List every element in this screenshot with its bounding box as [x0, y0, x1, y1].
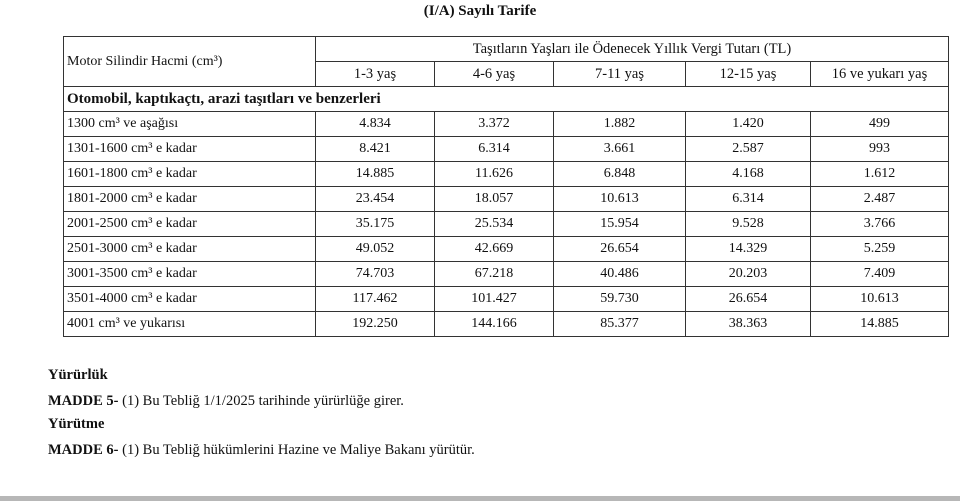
- yurutme-heading: Yürütme: [48, 416, 105, 432]
- tax-amount-cell: 25.534: [435, 212, 554, 237]
- tax-amount-cell: 4.834: [316, 112, 435, 137]
- madde-6-text: (1) Bu Tebliğ hükümlerini Hazine ve Maliye Bakanı yürütür.: [118, 442, 475, 458]
- table-row: [64, 187, 949, 212]
- tax-amount-cell: 7.409: [811, 262, 949, 287]
- tax-amount-cell: 14.885: [811, 312, 949, 337]
- table-row: [64, 137, 949, 162]
- madde-6: [48, 442, 475, 459]
- madde-6-label: MADDE 6-: [48, 442, 119, 458]
- age-column-header: 7-11 yaş: [554, 62, 686, 87]
- tax-amount-cell: 10.613: [811, 287, 949, 312]
- tax-amount-cell: 11.626: [435, 162, 554, 187]
- engine-volume-label: 4001 cm³ ve yukarısı: [64, 312, 316, 337]
- tax-amount-cell: 1.420: [686, 112, 811, 137]
- section-row: [64, 87, 949, 112]
- tax-amount-cell: 8.421: [316, 137, 435, 162]
- tax-amount-cell: 5.259: [811, 237, 949, 262]
- tax-amount-cell: 59.730: [554, 287, 686, 312]
- tax-amount-cell: 3.661: [554, 137, 686, 162]
- tax-amount-cell: 4.168: [686, 162, 811, 187]
- engine-volume-header: Motor Silindir Hacmi (cm³): [64, 37, 316, 87]
- tax-amount-cell: 144.166: [435, 312, 554, 337]
- tax-amount-cell: 6.314: [686, 187, 811, 212]
- tax-amount-cell: 38.363: [686, 312, 811, 337]
- tax-amount-cell: 23.454: [316, 187, 435, 212]
- table-body: [64, 112, 949, 337]
- page-title: (I/A) Sayılı Tarife: [423, 3, 537, 19]
- engine-volume-label: 3501-4000 cm³ e kadar: [64, 287, 316, 312]
- tax-amount-cell: 1.882: [554, 112, 686, 137]
- tax-amount-cell: 85.377: [554, 312, 686, 337]
- age-column-header: 4-6 yaş: [435, 62, 554, 87]
- engine-volume-label: 1801-2000 cm³ e kadar: [64, 187, 316, 212]
- yururluk-heading: Yürürlük: [48, 367, 108, 383]
- tax-amount-cell: 40.486: [554, 262, 686, 287]
- engine-volume-label: 2001-2500 cm³ e kadar: [64, 212, 316, 237]
- table-row: [64, 212, 949, 237]
- tax-amount-cell: 26.654: [554, 237, 686, 262]
- madde-5-label: MADDE 5-: [48, 393, 119, 409]
- age-column-header: 12-15 yaş: [686, 62, 811, 87]
- table-row: [64, 262, 949, 287]
- age-group-header: Taşıtların Yaşları ile Ödenecek Yıllık Vergi Tutarı (TL): [316, 37, 949, 62]
- table-row: [64, 312, 949, 337]
- tax-amount-cell: 26.654: [686, 287, 811, 312]
- tax-amount-cell: 67.218: [435, 262, 554, 287]
- tax-amount-cell: 49.052: [316, 237, 435, 262]
- tax-amount-cell: 10.613: [554, 187, 686, 212]
- madde-5: [48, 393, 404, 410]
- table-row: [64, 237, 949, 262]
- engine-volume-label: 1601-1800 cm³ e kadar: [64, 162, 316, 187]
- tax-amount-cell: 14.329: [686, 237, 811, 262]
- tax-table: [63, 36, 949, 337]
- tax-amount-cell: 2.487: [811, 187, 949, 212]
- tax-amount-cell: 6.848: [554, 162, 686, 187]
- tax-amount-cell: 993: [811, 137, 949, 162]
- tax-amount-cell: 18.057: [435, 187, 554, 212]
- engine-volume-label: 2501-3000 cm³ e kadar: [64, 237, 316, 262]
- tax-amount-cell: 2.587: [686, 137, 811, 162]
- madde-5-text: (1) Bu Tebliğ 1/1/2025 tarihinde yürürlüğe girer.: [118, 393, 404, 409]
- header-row-group: [64, 37, 949, 62]
- tax-amount-cell: 499: [811, 112, 949, 137]
- table-row: [64, 112, 949, 137]
- age-column-header: 1-3 yaş: [316, 62, 435, 87]
- tax-amount-cell: 192.250: [316, 312, 435, 337]
- engine-volume-label: 3001-3500 cm³ e kadar: [64, 262, 316, 287]
- section-title: Otomobil, kaptıkaçtı, arazi taşıtları ve benzerleri: [64, 87, 949, 112]
- tax-amount-cell: 117.462: [316, 287, 435, 312]
- tax-amount-cell: 101.427: [435, 287, 554, 312]
- age-column-header: 16 ve yukarı yaş: [811, 62, 949, 87]
- tax-amount-cell: 3.372: [435, 112, 554, 137]
- tax-amount-cell: 20.203: [686, 262, 811, 287]
- table-row: [64, 162, 949, 187]
- tax-amount-cell: 15.954: [554, 212, 686, 237]
- tax-amount-cell: 9.528: [686, 212, 811, 237]
- tax-amount-cell: 6.314: [435, 137, 554, 162]
- tax-amount-cell: 14.885: [316, 162, 435, 187]
- engine-volume-label: 1300 cm³ ve aşağısı: [64, 112, 316, 137]
- tax-amount-cell: 74.703: [316, 262, 435, 287]
- tax-amount-cell: 35.175: [316, 212, 435, 237]
- tax-amount-cell: 1.612: [811, 162, 949, 187]
- bottom-divider: [0, 496, 960, 501]
- tax-amount-cell: 42.669: [435, 237, 554, 262]
- table-row: [64, 287, 949, 312]
- tax-amount-cell: 3.766: [811, 212, 949, 237]
- engine-volume-label: 1301-1600 cm³ e kadar: [64, 137, 316, 162]
